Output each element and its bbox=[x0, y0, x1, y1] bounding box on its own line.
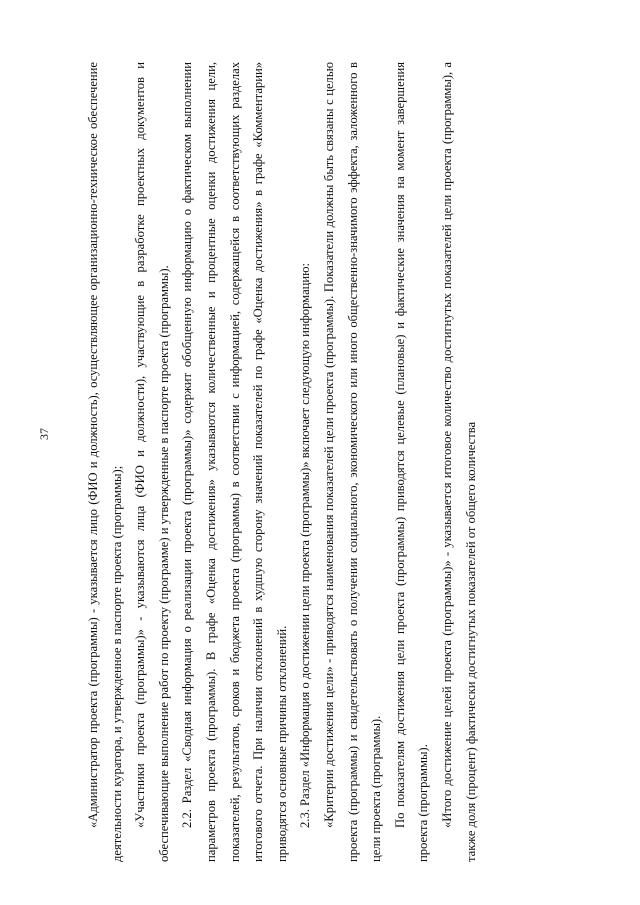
paragraph-participants: «Участники проекта (программы)» - указываются лица (ФИО и должности), участвующие в разработке проектных документов и обеспечивающие выполнение работ по проекту (программе) и утвержденные в паспорте проекта (программы). bbox=[133, 62, 171, 862]
paragraph-indicators: По показателям достижения цели проекта (программы) приводятся целевые (плановые) и фактические значения на момент завершения проекта (программы). bbox=[392, 62, 431, 862]
page-number: 37 bbox=[37, 428, 51, 440]
paragraph-administrator: «Администратор проекта (программы) - указывается лицо (ФИО и должность), осуществляющее организационно-техническое обеспечение деятельности куратора, и утвержденное в паспорте проекта (программы); bbox=[86, 62, 124, 862]
document-body bbox=[82, 62, 483, 862]
paragraph-section-2-3: 2.3. Раздел «Информация о достижении цели проекта (программы)» включает следующую информацию: bbox=[298, 262, 313, 828]
paragraph-total: «Итого достижение целей проекта (программы)» - указывается итоговое количество достигнутых показателей цели проекта (программы), а также доля (процент) фактически достигнутых показателей от общего количества bbox=[439, 62, 478, 862]
paragraph-section-2-2: 2.2. Раздел «Сводная информация о реализации проекта (программы)» содержит обобщенную информацию о фактическом выполнении параметров проекта (программы). В графе «Оценка достижения» указываются количественные и процентные оценки достижения цели, показателей, результатов, сроков и бюджета проекта (программы) в соответствии с информацией, содержащейся в соответствующих разделах итогового отчета. При наличии отклонений в худшую сторону значений показателей по графе «Оценка достижения» в графе «Комментарии» приводятся основные причины отклонений. bbox=[180, 62, 289, 862]
paragraph-criteria: «Критерии достижения цели» - приводятся наименования показателей цели проекта (программы). Показатели должны быть связаны с целью проекта (программы) и свидетельствовать о получении социального, экономического или иного общественно-значимого эффекта, заложенного в цели проекта (программы). bbox=[321, 62, 384, 862]
